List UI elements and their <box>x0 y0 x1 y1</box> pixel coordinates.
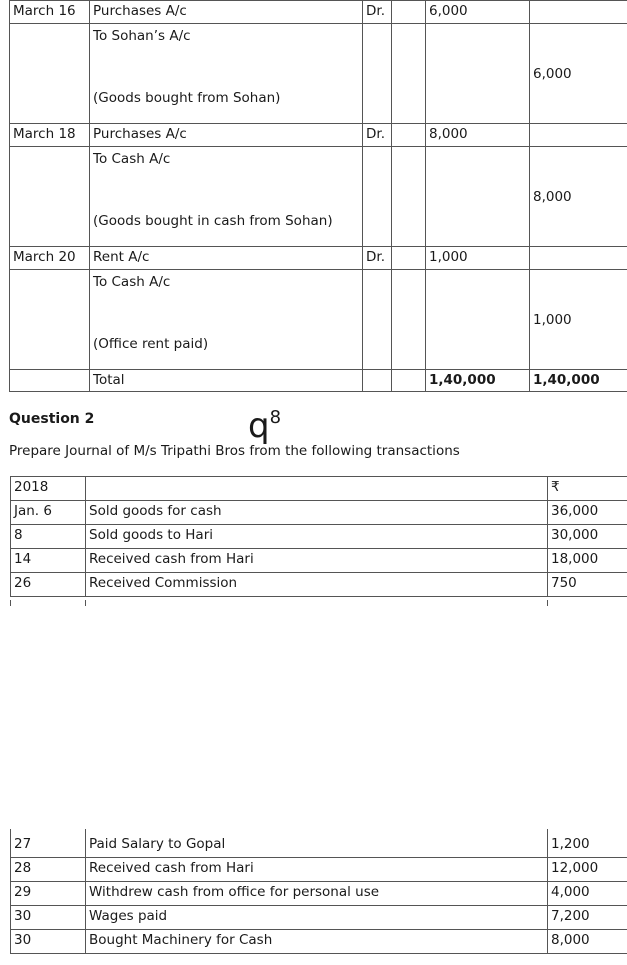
lf-cell <box>392 24 426 124</box>
journal-entry-credit-row <box>10 270 627 370</box>
total-label: Total <box>90 370 363 392</box>
transaction-row <box>11 858 627 882</box>
transaction-description: Paid Salary to Gopal <box>86 834 548 858</box>
transaction-date: 30 <box>11 906 86 930</box>
dr-marker: Dr. <box>363 124 392 147</box>
question-text: Prepare Journal of M/s Tripathi Bros from the following transactions <box>9 443 460 459</box>
journal-entry-row <box>10 1 627 24</box>
transaction-description: Sold goods to Hari <box>86 525 548 549</box>
dr-empty <box>363 370 392 392</box>
narration: (Office rent paid) <box>93 336 209 352</box>
journal-entry-credit-row <box>10 147 627 247</box>
journal-entry-credit-row <box>10 24 627 124</box>
transaction-amount: 8,000 <box>548 930 627 954</box>
transactions-table-continued <box>10 834 627 954</box>
transaction-row <box>11 834 627 858</box>
narration: (Goods bought from Sohan) <box>93 90 281 106</box>
transaction-amount: 750 <box>548 573 627 597</box>
transaction-description: Sold goods for cash <box>86 501 548 525</box>
entry-date: March 20 <box>10 247 90 270</box>
transaction-description: Received Commission <box>86 573 548 597</box>
transaction-date: 14 <box>11 549 86 573</box>
transaction-description: Received cash from Hari <box>86 549 548 573</box>
transaction-description: Received cash from Hari <box>86 858 548 882</box>
transaction-amount: 12,000 <box>548 858 627 882</box>
entry-date: March 18 <box>10 124 90 147</box>
dr-marker: Dr. <box>363 1 392 24</box>
transaction-description: Wages paid <box>86 906 548 930</box>
debit-amount: 6,000 <box>426 1 530 24</box>
transaction-row <box>11 501 627 525</box>
transaction-row <box>11 882 627 906</box>
lf-cell <box>392 147 426 247</box>
journal-entry-row <box>10 247 627 270</box>
total-debit: 1,40,000 <box>426 370 530 392</box>
date-empty <box>10 24 90 124</box>
transaction-date: 27 <box>11 834 86 858</box>
credit-account: To Sohan’s A/c <box>93 28 191 44</box>
entry-date: March 16 <box>10 1 90 24</box>
transaction-row <box>11 930 627 954</box>
credit-amount-empty <box>530 1 627 24</box>
date-empty <box>10 270 90 370</box>
credit-account: To Cash A/c <box>93 274 171 290</box>
debit-amount: 1,000 <box>426 247 530 270</box>
transaction-date: Jan. 6 <box>11 501 86 525</box>
journal-entry-row <box>10 124 627 147</box>
debit-amount: 8,000 <box>426 124 530 147</box>
transaction-row <box>11 525 627 549</box>
lf-cell <box>392 370 426 392</box>
transaction-amount: 1,200 <box>548 834 627 858</box>
narration: (Goods bought in cash from Sohan) <box>93 213 333 229</box>
credit-amount: 8,000 <box>530 147 627 247</box>
lf-cell <box>392 270 426 370</box>
transaction-amount: 7,200 <box>548 906 627 930</box>
date-empty <box>10 147 90 247</box>
description-header <box>86 477 548 501</box>
journal-total-row <box>10 370 627 392</box>
currency-header: ₹ <box>548 477 627 501</box>
lf-cell <box>392 124 426 147</box>
credit-particulars <box>90 24 363 124</box>
journal-table <box>9 0 627 392</box>
dr-empty <box>363 24 392 124</box>
credit-amount: 6,000 <box>530 24 627 124</box>
credit-amount-empty <box>530 124 627 147</box>
transaction-date: 8 <box>11 525 86 549</box>
year-header: 2018 <box>11 477 86 501</box>
table-continuation-stub <box>10 600 627 606</box>
transaction-amount: 36,000 <box>548 501 627 525</box>
credit-account: To Cash A/c <box>93 151 171 167</box>
transaction-row <box>11 573 627 597</box>
transaction-amount: 30,000 <box>548 525 627 549</box>
transaction-description: Bought Machinery for Cash <box>86 930 548 954</box>
total-credit: 1,40,000 <box>530 370 627 392</box>
transaction-description: Withdrew cash from office for personal use <box>86 882 548 906</box>
transaction-date: 28 <box>11 858 86 882</box>
dr-empty <box>363 147 392 247</box>
debit-account: Rent A/c <box>90 247 363 270</box>
transaction-date: 26 <box>11 573 86 597</box>
credit-amount: 1,000 <box>530 270 627 370</box>
question-title: Question 2 <box>9 411 95 427</box>
date-empty <box>10 370 90 392</box>
transaction-amount: 4,000 <box>548 882 627 906</box>
transactions-table <box>10 476 627 597</box>
debit-empty <box>426 147 530 247</box>
debit-account: Purchases A/c <box>90 1 363 24</box>
debit-empty <box>426 270 530 370</box>
transaction-row <box>11 549 627 573</box>
dr-empty <box>363 270 392 370</box>
debit-account: Purchases A/c <box>90 124 363 147</box>
transaction-date: 30 <box>11 930 86 954</box>
debit-empty <box>426 24 530 124</box>
credit-particulars <box>90 147 363 247</box>
transaction-row <box>11 906 627 930</box>
transaction-amount: 18,000 <box>548 549 627 573</box>
transaction-date: 29 <box>11 882 86 906</box>
transactions-header-row <box>11 477 627 501</box>
lf-cell <box>392 247 426 270</box>
dr-marker: Dr. <box>363 247 392 270</box>
credit-particulars <box>90 270 363 370</box>
credit-amount-empty <box>530 247 627 270</box>
handwritten-mark: $q^8$ <box>248 406 282 446</box>
lf-cell <box>392 1 426 24</box>
